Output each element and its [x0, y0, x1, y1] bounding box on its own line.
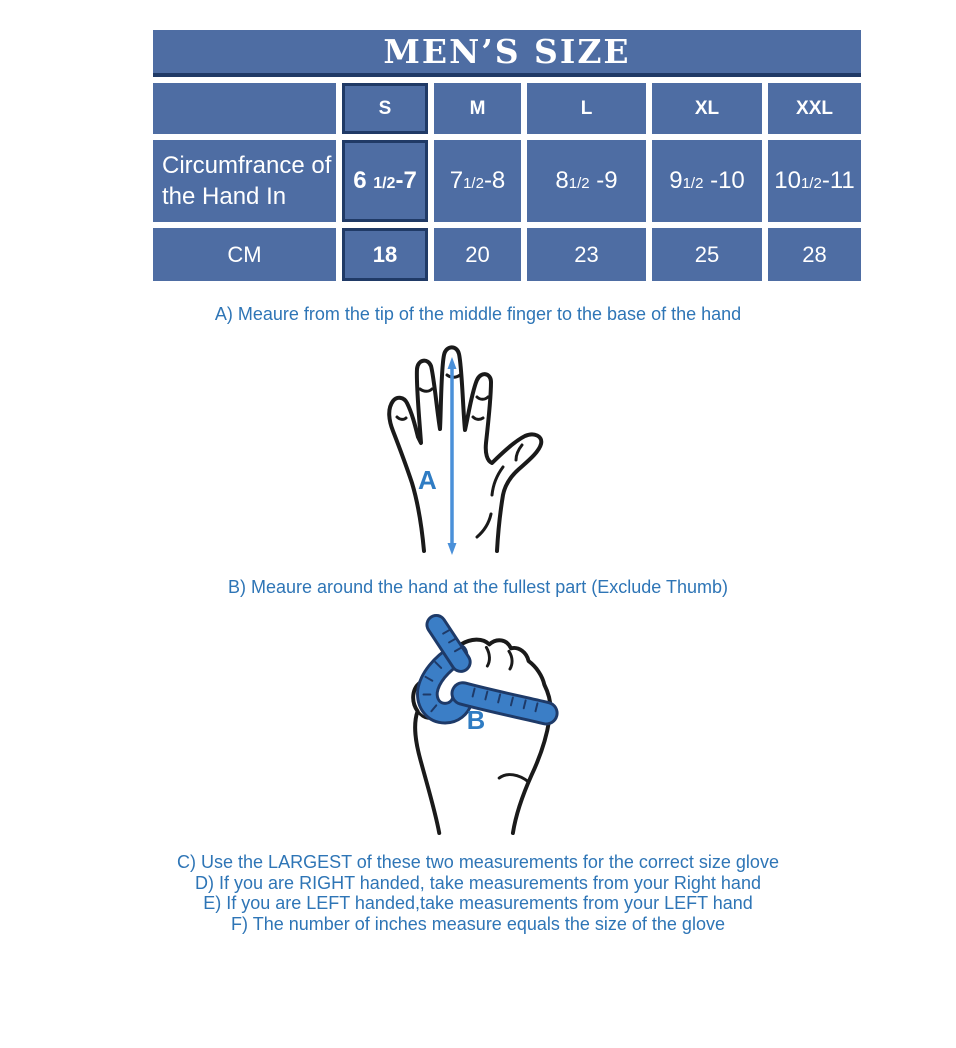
instructions-footer [0, 852, 956, 934]
inch-row-label [153, 140, 336, 222]
inch-value-m: 71/2-8 [434, 140, 521, 222]
size-header-row [153, 83, 861, 134]
col-header-l: L [527, 83, 646, 134]
cm-measure-row [153, 228, 861, 281]
mens-size-table [147, 24, 881, 287]
arrow-head-bottom [448, 543, 457, 555]
size-chart [147, 24, 867, 287]
inch-row-label-line2: the Hand In [162, 183, 287, 210]
thumb-base-crease [492, 467, 503, 495]
col-header-xxl: XXL [768, 83, 861, 134]
instruction-d: D) If you are RIGHT handed, take measurements from your Right hand [195, 872, 761, 893]
glove-size-guide-page [0, 24, 956, 1048]
knuckle-crease-1 [486, 647, 489, 666]
inch-value-l: 81/2 -9 [527, 140, 646, 222]
index-crease [477, 397, 488, 399]
instruction-b: B) Meaure around the hand at the fullest part (Exclude Thumb) [228, 576, 728, 597]
arrow-head-top [448, 357, 457, 369]
blank-header-cell [153, 83, 336, 134]
inch-value-xxl: 101/2-11 [768, 140, 861, 222]
cm-value-xxl: 28 [768, 228, 861, 281]
inch-row-label-line1: Circumfrance of [162, 151, 332, 179]
thumb-crease [516, 445, 522, 460]
col-header-m: M [434, 83, 521, 134]
inch-value-s: 6 1/2-7 [342, 140, 428, 222]
palm-heel-crease [477, 514, 491, 537]
instruction-c: C) Use the LARGEST of these two measurements for the correct size glove [177, 852, 779, 872]
cm-row-label: CM [153, 228, 336, 281]
title-row [153, 30, 861, 77]
cm-value-l: 23 [527, 228, 646, 281]
ring-crease [420, 389, 432, 391]
fist-measure-diagram-b [396, 605, 563, 841]
cm-value-s: 18 [342, 228, 428, 281]
instruction-e: E) If you are LEFT handed,take measurements from your LEFT hand [203, 893, 753, 913]
thumb-fold-line [499, 775, 528, 782]
instruction-a: A) Meaure from the tip of the middle finger to the base of the hand [214, 304, 742, 324]
instruction-f: F) The number of inches measure equals the size of the glove [231, 913, 725, 934]
inch-value-xl: 91/2 -10 [652, 140, 762, 222]
pinky-crease [397, 417, 406, 419]
index-crease-2 [473, 417, 483, 419]
knuckle-crease-2 [509, 651, 512, 669]
col-header-s: S [342, 83, 428, 134]
inch-measure-row [153, 140, 861, 222]
cm-value-xl: 25 [652, 228, 762, 281]
cm-value-m: 20 [434, 228, 521, 281]
diagram-label-a: A [418, 464, 437, 495]
diagram-label-b: B [466, 706, 486, 735]
table-title: MEN’S SIZE [153, 30, 861, 77]
col-header-xl: XL [652, 83, 762, 134]
hand-measure-diagram-a [360, 333, 550, 563]
